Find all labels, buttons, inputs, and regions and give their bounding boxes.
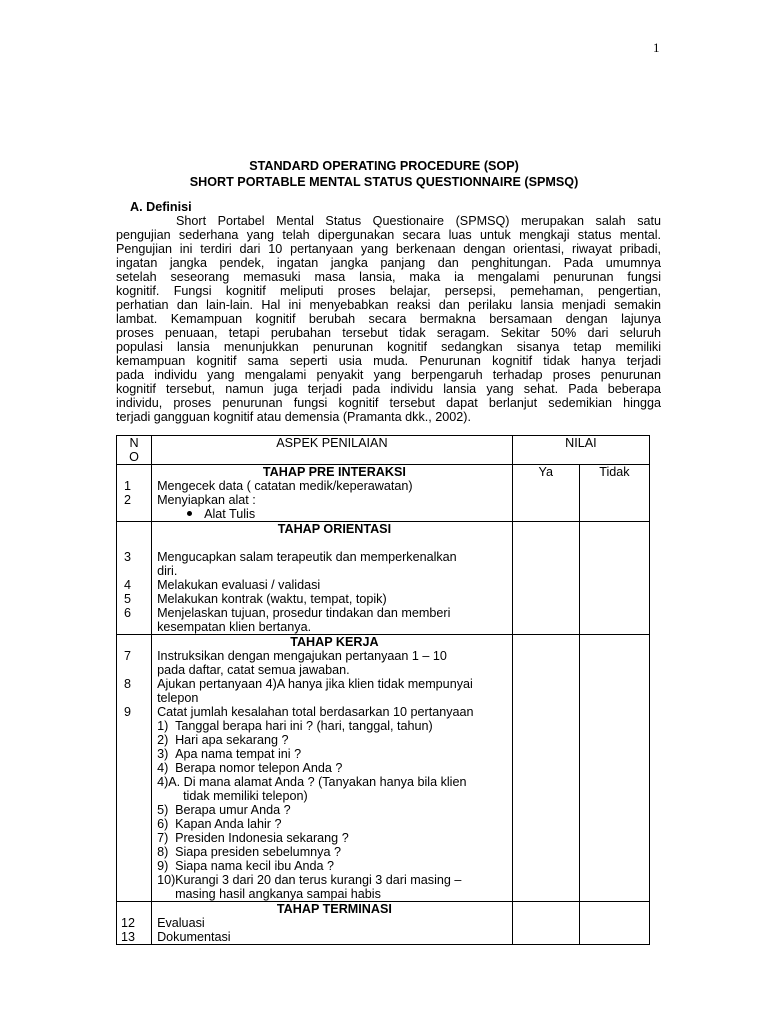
list-item: Mengecek data ( catatan medik/keperawatan) [157,479,413,493]
list-item: diri. [157,564,178,578]
stage-row-terminasi [117,902,650,945]
list-item: Evaluasi [157,916,205,930]
question-item-4a-cont: tidak memiliki telepon) [183,789,308,803]
sop-checklist-table [116,435,650,945]
paragraph-line: setelah seseorang memasuki masa lansia, maka ia mengalami penurunan fungsi [116,270,661,284]
stage-numbers: 1 2 [117,465,152,522]
question-item: 7) Presiden Indonesia sekarang ? [157,831,349,845]
stage-items [152,522,513,635]
question-item: 3) Apa nama tempat ini ? [157,747,302,761]
paragraph-line: perhatian dan lain-lain. Hal ini menyebabkan reaksi dan perilaku lansia menjadi semakin [116,298,661,312]
paragraph-line: populasi lansia menunjukkan penurunan kognitif sedangkan sisanya tetap memiliki [116,340,661,354]
stage-numbers: 7 8 9 [117,635,152,902]
stage-items [152,465,513,522]
question-item-10-cont: masing hasil angkanya sampai habis [175,887,381,901]
question-item: 6) Kapan Anda lahir ? [157,817,282,831]
header-no: N O [117,436,152,465]
document-title [0,158,768,190]
paragraph-line: lambat. Kemampuan kognitif berubah secara bermakna bersamaan dengan lajunya [116,312,661,326]
cell-tidak [579,522,649,635]
paragraph-line: proses penuaan, tetapi perubahan tersebut tidak seragam. Sekitar 50% dari seluruh [116,326,661,340]
section-heading-definisi: A. Definisi [130,200,192,214]
stage-title: TAHAP PRE INTERAKSI [262,465,406,479]
bullet-icon [187,511,192,516]
cell-ya [512,522,579,635]
question-item: 9) Siapa nama kecil ibu Anda ? [157,859,334,873]
list-item: Instruksikan dengan mengajukan pertanyaan 1 – 10 [157,649,447,663]
paragraph-line: Short Portabel Mental Status Questionaire (SPMSQ) merupakan salah satu [176,214,661,228]
cell-ya [512,902,579,945]
page-number: 1 [653,40,660,55]
header-nilai: NILAI [512,436,649,465]
question-item-4a: 4)A. Di mana alamat Anda ? (Tanyakan hanya bila klien [157,775,467,789]
list-item: pada daftar, catat semua jawaban. [157,663,350,677]
bullet-item: Alat Tulis [157,507,512,521]
stage-row-kerja [117,635,650,902]
list-item: Menjelaskan tujuan, prosedur tindakan dan memberi [157,606,451,620]
title-line-1: STANDARD OPERATING PROCEDURE (SOP) [249,159,519,173]
header-aspek-penilaian: ASPEK PENILAIAN [152,436,513,465]
stage-items [152,902,513,945]
title-line-2: SHORT PORTABLE MENTAL STATUS QUESTIONNAIRE (SPMSQ) [189,175,579,189]
stage-title: TAHAP TERMINASI [276,902,392,916]
table-header-row [117,436,650,465]
stage-row-orientasi [117,522,650,635]
paragraph-line: pada individu yang mengalami penyakit yang berpengaruh terhadap proses penurunan [116,368,661,382]
list-item: Melakukan kontrak (waktu, tempat, topik) [157,592,387,606]
question-item: 2) Hari apa sekarang ? [157,733,289,747]
stage-items [152,635,513,902]
paragraph-line: ingatan jangka pendek, ingatan jangka panjang dan penghitungan. Pada umumnya [116,256,661,270]
list-item: Dokumentasi [157,930,231,944]
paragraph-line: pengujian sederhana yang telah dipergunakan secara luas untuk mengkaji status mental. [116,228,661,242]
cell-tidak [579,902,649,945]
paragraph-line: Pengujian ini terdiri dari 10 pertanyaan yang berkenaan dengan orientasi, riwayat pribadi, [116,242,661,256]
question-item: 8) Siapa presiden sebelumnya ? [157,845,341,859]
column-tidak: Tidak [579,465,649,522]
definition-paragraph [116,214,661,424]
question-item: 5) Berapa umur Anda ? [157,803,291,817]
column-ya: Ya [512,465,579,522]
list-item: Melakukan evaluasi / validasi [157,578,321,592]
list-item: Mengucapkan salam terapeutik dan memperkenalkan [157,550,457,564]
list-item: Menyiapkan alat : [157,493,256,507]
cell-tidak [579,635,649,902]
stage-numbers: 12 13 [117,902,152,945]
list-item [157,536,512,550]
question-item: 1) Tanggal berapa hari ini ? (hari, tanggal, tahun) [157,719,433,733]
cell-ya [512,635,579,902]
list-item: telepon [157,691,199,705]
question-item: 4) Berapa nomor telepon Anda ? [157,761,343,775]
question-item-10: 10)Kurangi 3 dari 20 dan terus kurangi 3 dari masing – [157,873,462,887]
stage-title: TAHAP ORIENTASI [277,522,392,536]
stage-row-pre-interaksi [117,465,650,522]
list-item: Ajukan pertanyaan 4)A hanya jika klien tidak mempunyai [157,677,473,691]
paragraph-line: kognitif tersebut, namun juga terjadi pada individu lansia yang sehat. Pada beberapa [116,382,661,396]
stage-numbers: 3 4 5 6 [117,522,152,635]
paragraph-line: kemampuan kognitif sama seperti usia muda. Penurunan kognitif tidak hanya terjadi [116,354,661,368]
stage-title: TAHAP KERJA [290,635,379,649]
paragraph-line: terjadi gangguan kognitif atau demensia (Pramanta dkk., 2002). [116,410,471,424]
paragraph-line: kognitif. Fungsi kognitif meliputi proses belajar, persepsi, pemehaman, pengertian, [116,284,661,298]
list-item: Catat jumlah kesalahan total berdasarkan 10 pertanyaan [157,705,474,719]
list-item: kesempatan klien bertanya. [157,620,312,634]
paragraph-line: individu, proses penurunan fungsi kognitif tersebut dapat berlanjut sedemikian hingga [116,396,661,410]
